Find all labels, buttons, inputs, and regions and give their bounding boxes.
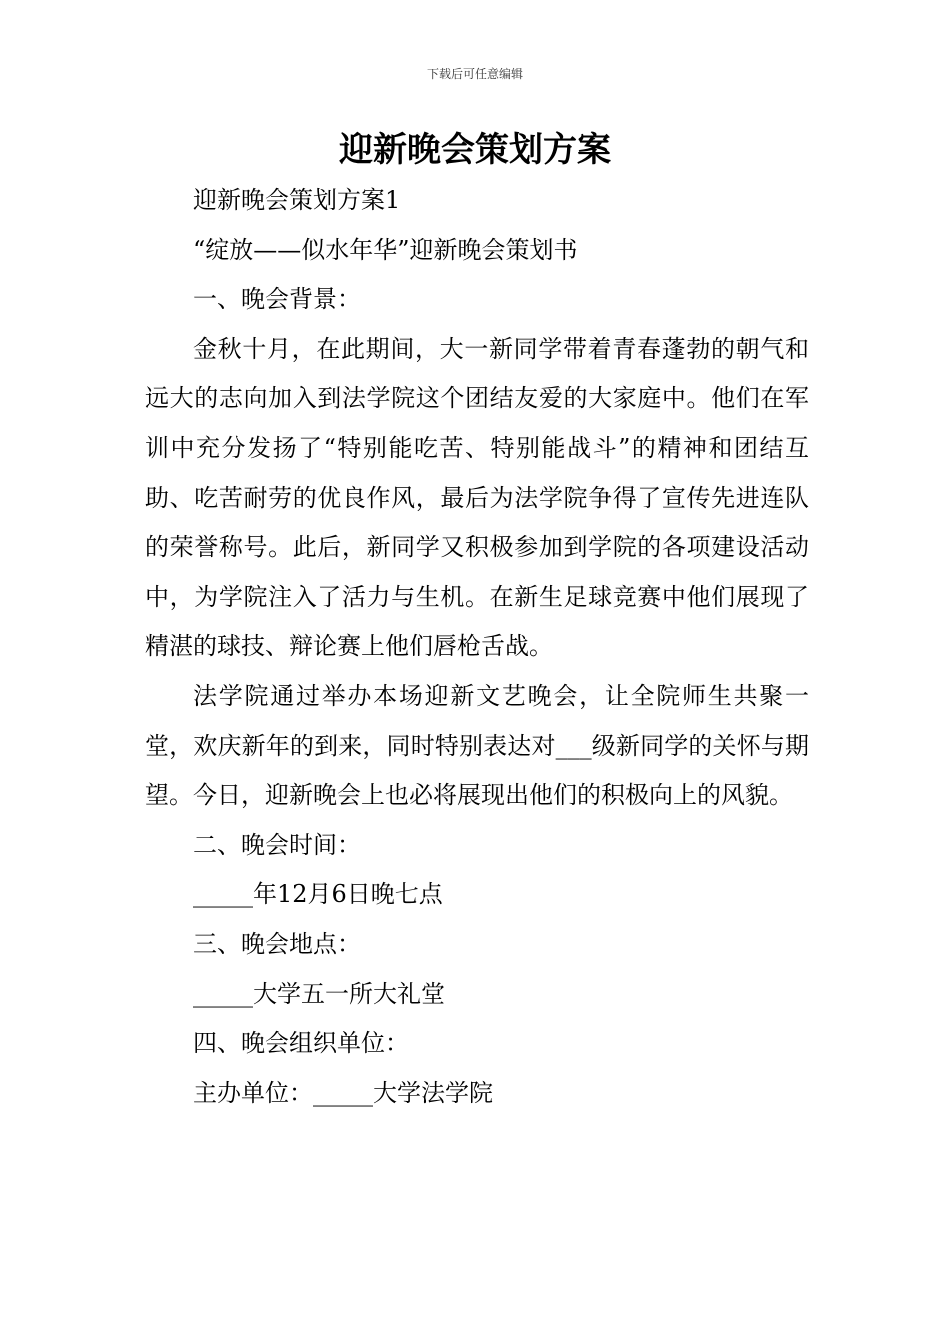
heading-location: 三、晚会地点： bbox=[193, 929, 361, 958]
value-location: _____大学五一所大礼堂 bbox=[193, 979, 445, 1008]
value-organizer: 主办单位：_____大学法学院 bbox=[193, 1078, 493, 1107]
paragraph-background: 金秋十月，在此期间，大一新同学带着青春蓬勃的朝气和远大的志向加入到法学院这个团结友爱的大家庭中。他们在军训中充分发扬了“特别能吃苦、特别能战斗”的精神和团结互助、吃苦耐劳的优良作风，最后为法学院争得了宣传先进连队的荣誉称号。此后，新同学又积极参加到学院的各项建设活动中，为学院注入了活力与生机。在新生足球竞赛中他们展现了精湛的球技、辩论赛上他们唇枪舌战。 bbox=[145, 334, 809, 661]
plan-title: “绽放——似水年华”迎新晚会策划书 bbox=[193, 235, 578, 264]
heading-time: 二、晚会时间： bbox=[193, 830, 361, 859]
header-note: 下载后可任意编辑 bbox=[426, 67, 523, 81]
document-body bbox=[145, 176, 809, 1118]
paragraph-purpose: 法学院通过举办本场迎新文艺晚会，让全院师生共聚一堂，欢庆新年的到来，同时特别表达对___级新同学的关怀与期望。今日，迎新晚会上也必将展现出他们的积极向上的风貌。 bbox=[145, 681, 809, 810]
section-subtitle: 迎新晚会策划方案1 bbox=[193, 186, 401, 214]
heading-background: 一、晚会背景： bbox=[193, 285, 361, 314]
heading-organizer: 四、晚会组织单位： bbox=[193, 1029, 409, 1058]
document-title: 迎新晚会策划方案 bbox=[339, 130, 611, 170]
value-time: _____年12月6日晚七点 bbox=[193, 880, 443, 909]
